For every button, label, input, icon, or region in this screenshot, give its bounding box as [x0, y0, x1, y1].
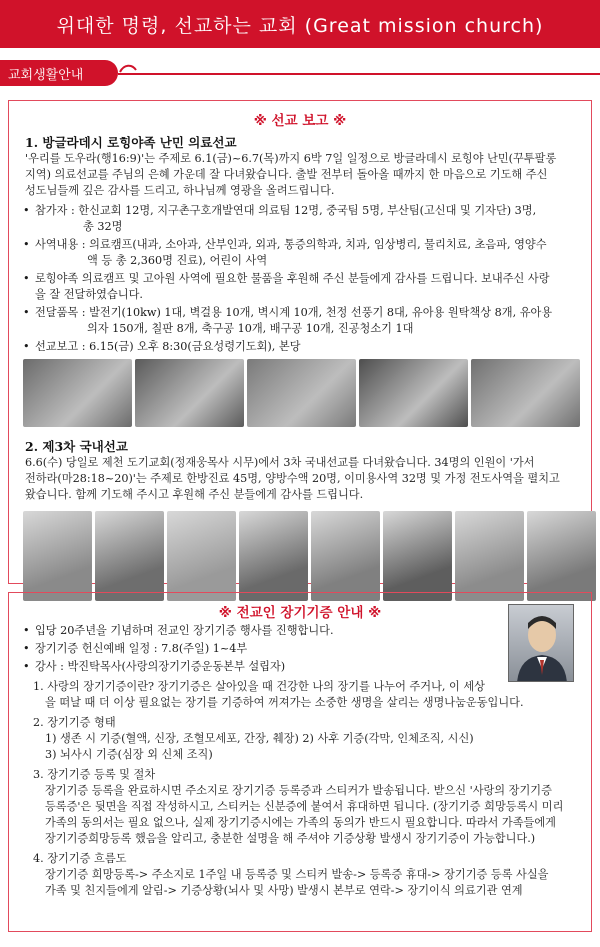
bullet-dot: •: [23, 660, 30, 673]
bullet-participants: [23, 203, 583, 235]
bullet-line: 사역내용 : 의료캠프(내과, 소아과, 산부인과, 외과, 통증의학과, 치과, 임상병리, 물리치료, 초음파, 영양수: [35, 238, 547, 251]
bullet-dot: •: [23, 624, 30, 637]
s1-intro-line: '우리를 도우라(행16:9)'는 주제로 6.1(금)~6.7(목)까지 6박 7일 일정으로 방글라데시 로힝야 난민(꾸투팔롱: [25, 152, 557, 165]
mission-photo: [247, 359, 356, 427]
page-header: [0, 0, 600, 48]
s2-intro-line: 전하라(마28:18~20)'는 주제로 한방진료 45명, 양방수액 20명, 이미용사역 32명 및 가정 전도사역을 펼치고: [25, 472, 560, 485]
bullet-dot: •: [23, 642, 30, 655]
bullet-items: [23, 305, 583, 337]
item-line: 가족의 동의서는 필요 없으나, 실제 장기기증시에는 가족의 동의가 반드시 필요합니다. 따라서 가족들에게: [45, 816, 556, 829]
bullet-thanks: [23, 271, 583, 303]
item-line: 장기기증 등록을 완료하시면 주소지로 장기기증 등록증과 스티커가 발송됩니다. 받으신 '사랑의 장기기증: [45, 784, 552, 797]
mission-report-box: [8, 100, 592, 584]
bullet-line: 입당 20주년을 기념하며 전교인 장기기증 행사를 진행합니다.: [35, 624, 334, 637]
tab-church-life: [0, 60, 118, 86]
tab-label: 교회생활안내: [8, 67, 84, 83]
item-line: 1) 생존 시 기증(혈액, 신장, 조혈모세포, 간장, 췌장) 2) 사후 기증(각막, 인체조직, 시신): [45, 732, 474, 745]
bullet-ministry: [23, 237, 583, 269]
bullet-line: 전달품목 : 발전기(10kw) 1대, 벽걸용 10개, 벽시계 10개, 천정 선풍기 8대, 유아용 원탁책상 8개, 유아용: [35, 306, 553, 319]
bullet-dot: •: [23, 238, 30, 251]
tab-divider: [118, 73, 600, 75]
domestic-photo: [311, 511, 380, 601]
domestic-photo: [95, 511, 164, 601]
s2-photo-strip: [23, 511, 596, 601]
domestic-photo: [455, 511, 524, 601]
bullet-line: 선교보고 : 6.15(금) 오후 8:30(금요성령기도회), 본당: [35, 340, 301, 353]
s2-intro: [25, 455, 585, 503]
organ-title: ※ 전교인 장기기증 안내 ※: [218, 605, 382, 621]
speaker-portrait: [508, 604, 574, 682]
person-icon: [509, 605, 574, 682]
organ-donation-box: [8, 592, 592, 932]
item-line: 3) 뇌사시 기증(심장 외 신체 조직): [45, 748, 213, 761]
mission-photo: [23, 359, 132, 427]
s1-intro-line: 성도님들께 깊은 감사를 드리고, 하나님께 영광을 올려드립니다.: [25, 184, 335, 197]
bullet-line: 강사 : 박진탁목사(사랑의장기기증운동본부 설립자): [35, 660, 286, 673]
header-title: 위대한 명령, 선교하는 교회 (Great mission church): [56, 14, 544, 37]
item-heading: 4. 장기기증 흐름도: [33, 852, 127, 865]
organ-item-2: [33, 715, 583, 763]
domestic-photo: [239, 511, 308, 601]
item-line: 장기기증희망등록 했음을 알리고, 충분한 설명을 해 주셔야 기증상황 발생시 장기기증이 가능합니다.): [45, 832, 536, 845]
bullet-dot: •: [23, 204, 30, 217]
bullet-line: 액 등 총 2,360명 진료), 어린이 사역: [87, 254, 268, 267]
domestic-photo: [383, 511, 452, 601]
mission-photo: [135, 359, 244, 427]
organ-bullet: [23, 623, 493, 639]
organ-bullet: [23, 659, 493, 675]
item-heading: 1. 사랑의 장기기증이란? 장기기증은 살아있을 때 건강한 나의 장기를 나누어 주거나, 이 세상: [33, 680, 485, 693]
s1-intro-line: 지역) 의료선교를 주님의 은혜 가운데 잘 다녀왔습니다. 출발 전부터 돌아올 때까지 한 마음으로 기도해 주신: [25, 168, 548, 181]
domestic-photo: [167, 511, 236, 601]
s1-intro: [25, 151, 585, 199]
bullet-line: 로힝야족 의료캠프 및 고아원 사역에 필요한 물품을 후원해 주신 분들에게 감사를 드립니다. 보내주신 사랑: [35, 272, 550, 285]
bullet-line: 참가자 : 한신교회 12명, 지구촌구호개발연대 의료팀 12명, 중국팀 5명, 부산팀(고신대 및 기자단) 3명,: [35, 204, 537, 217]
bullet-line: 총 32명: [83, 220, 123, 233]
bullet-line: 의자 150개, 칠판 8개, 축구공 10개, 배구공 10개, 진공청소기 1대: [87, 322, 414, 335]
bullet-report: [23, 339, 583, 355]
bullet-dot: •: [23, 306, 30, 319]
mission-title: ※ 선교 보고 ※: [253, 113, 347, 129]
mission-photo: [471, 359, 580, 427]
item-line: 등록증'은 뒷면을 직접 작성하시고, 스티커는 신분증에 붙여서 휴대하면 됩니다. (장기기증 희망등록시 미리: [45, 800, 564, 813]
s2-intro-line: 왔습니다. 함께 기도해 주시고 후원해 주신 분들에게 감사를 드립니다.: [25, 488, 364, 501]
s1-photo-strip: [23, 359, 580, 427]
organ-item-1: [33, 679, 583, 711]
bullet-line: 을 잘 전달하였습니다.: [35, 288, 143, 301]
item-heading: 2. 장기기증 형태: [33, 716, 116, 729]
bullet-line: 장기기증 헌신예배 일정 : 7.8(주일) 1~4부: [35, 642, 248, 655]
item-heading: 3. 장기기증 등록 및 절차: [33, 768, 156, 781]
organ-item-4: [33, 851, 583, 899]
mission-photo: [359, 359, 468, 427]
section-tab-bar: [0, 56, 600, 90]
item-line: 을 떠날 때 더 이상 필요없는 장기를 기증하여 꺼져가는 소중한 생명을 살리는 생명나눔운동입니다.: [45, 696, 524, 709]
item-line: 장기기증 희망등록-> 주소지로 1주일 내 등록증 및 스티커 발송-> 등록증 휴대-> 장기기증 등록 사실을: [45, 868, 549, 881]
bullet-dot: •: [23, 340, 30, 353]
s1-heading: 1. 방글라데시 로힝야족 난민 의료선교: [25, 135, 237, 150]
domestic-photo: [527, 511, 596, 601]
item-line: 가족 및 친지들에게 알림-> 기증상황(뇌사 및 사망) 발생시 본부로 연락-> 장기이식 의료기관 연계: [45, 884, 523, 897]
organ-bullet: [23, 641, 493, 657]
s2-intro-line: 6.6(수) 당일로 제천 도기교회(정재웅목사 시무)에서 3차 국내선교를 다녀왔습니다. 34명의 인원이 '가서: [25, 456, 535, 469]
organ-item-3: [33, 767, 583, 847]
domestic-photo: [23, 511, 92, 601]
s2-heading: 2. 제3차 국내선교: [25, 439, 128, 454]
bullet-dot: •: [23, 272, 30, 285]
